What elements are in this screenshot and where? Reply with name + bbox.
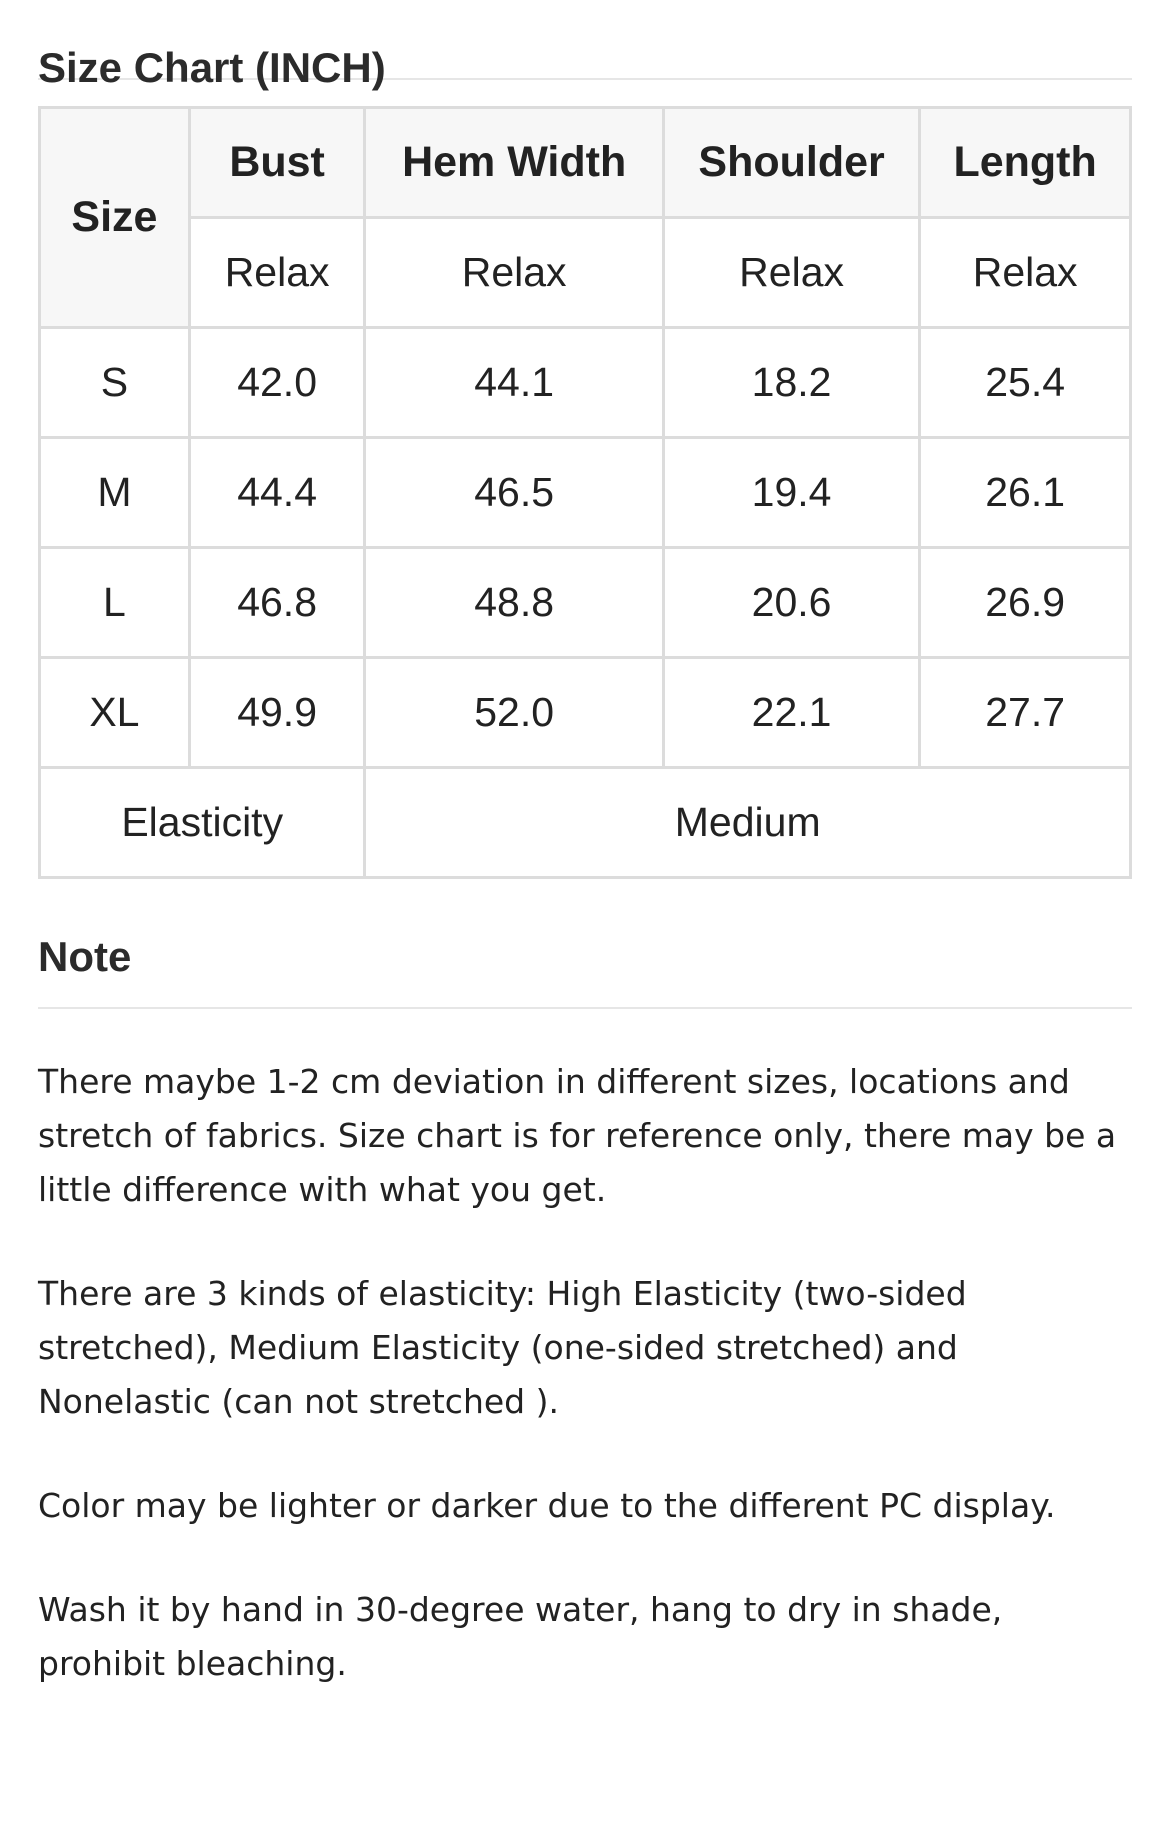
row-size: S xyxy=(40,328,190,438)
note-paragraph: There are 3 kinds of elasticity: High Elasticity (two-sided stretched), Medium Elasticity (one-sided stretched) and Nonelastic (can not stretched ). xyxy=(38,1274,967,1421)
note-paragraph: There maybe 1-2 cm deviation in different sizes, locations and stretch of fabrics. Size chart is for reference only, there may be a little difference with what you get. xyxy=(38,1062,1117,1209)
cell-length: 27.7 xyxy=(920,658,1131,768)
table-row xyxy=(40,438,1131,548)
cell-hem-width: 46.5 xyxy=(365,438,664,548)
cell-bust: 42.0 xyxy=(189,328,365,438)
header-length: Length xyxy=(920,108,1131,218)
elasticity-label: Elasticity xyxy=(40,768,365,878)
subheader-hem-width: Relax xyxy=(365,218,664,328)
cell-shoulder: 18.2 xyxy=(663,328,919,438)
note-body xyxy=(38,1055,1132,1691)
elasticity-row xyxy=(40,768,1131,878)
table-row xyxy=(40,658,1131,768)
cell-bust: 46.8 xyxy=(189,548,365,658)
subheader-bust: Relax xyxy=(189,218,365,328)
note-title: Note xyxy=(38,933,132,980)
table-header-row xyxy=(40,108,1131,218)
elasticity-value: Medium xyxy=(365,768,1131,878)
note-paragraph: Wash it by hand in 30-degree water, hang to dry in shade, prohibit bleaching. xyxy=(38,1590,1003,1683)
subheader-shoulder: Relax xyxy=(663,218,919,328)
cell-shoulder: 19.4 xyxy=(663,438,919,548)
note-divider xyxy=(38,1007,1132,1009)
cell-shoulder: 20.6 xyxy=(663,548,919,658)
header-bust: Bust xyxy=(189,108,365,218)
table-row xyxy=(40,328,1131,438)
row-size: M xyxy=(40,438,190,548)
table-row xyxy=(40,548,1131,658)
header-shoulder: Shoulder xyxy=(663,108,919,218)
cell-hem-width: 44.1 xyxy=(365,328,664,438)
table-subheader-row xyxy=(40,218,1131,328)
subheader-length: Relax xyxy=(920,218,1131,328)
size-table xyxy=(38,106,1132,879)
size-chart-title: Size Chart (INCH) xyxy=(38,44,386,91)
cell-shoulder: 22.1 xyxy=(663,658,919,768)
row-size: L xyxy=(40,548,190,658)
cell-hem-width: 52.0 xyxy=(365,658,664,768)
cell-length: 26.9 xyxy=(920,548,1131,658)
note-paragraph: Color may be lighter or darker due to the different PC display. xyxy=(38,1486,1056,1525)
header-hem-width: Hem Width xyxy=(365,108,664,218)
cell-bust: 44.4 xyxy=(189,438,365,548)
cell-hem-width: 48.8 xyxy=(365,548,664,658)
row-size: XL xyxy=(40,658,190,768)
cell-bust: 49.9 xyxy=(189,658,365,768)
header-size: Size xyxy=(40,108,190,328)
cell-length: 26.1 xyxy=(920,438,1131,548)
cell-length: 25.4 xyxy=(920,328,1131,438)
